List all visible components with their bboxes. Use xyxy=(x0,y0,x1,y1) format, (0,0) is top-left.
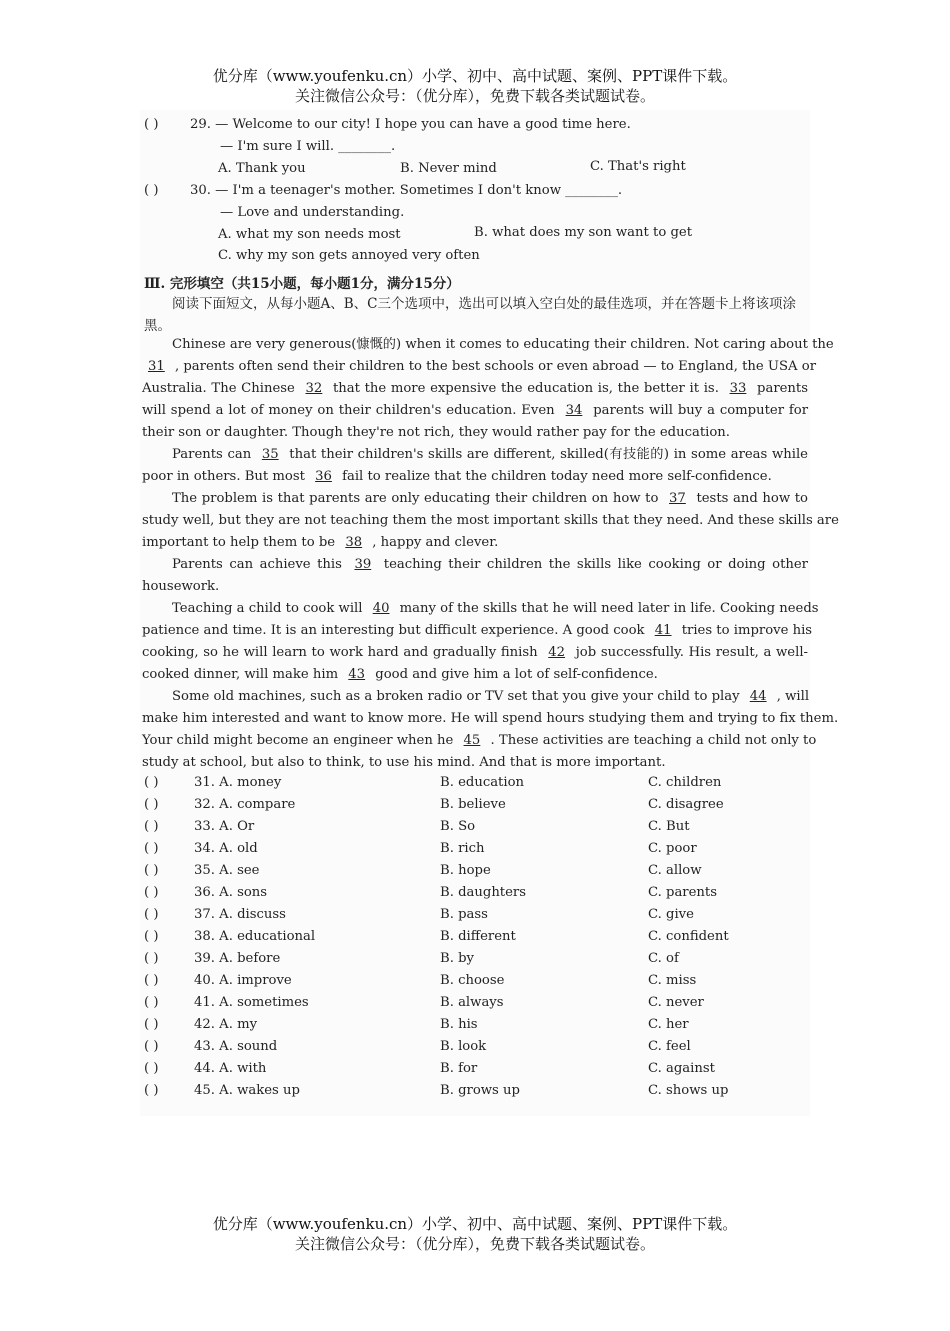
q29-option-b: B. Never mind xyxy=(400,161,497,176)
header-line-2: 关注微信公众号：（优分库），免费下载各类试题试卷。 xyxy=(294,87,655,105)
passage-line: cooking, so he will learn to work hard and gradually finish 42 job successfully. His result, a well- xyxy=(142,642,808,664)
q30-option-b: B. what does my son want to get xyxy=(474,225,693,240)
option-a: 36. A. sons xyxy=(194,885,268,900)
blank-41: 41 xyxy=(654,623,672,638)
option-a: 39. A. before xyxy=(194,951,281,966)
option-a: 43. A. sound xyxy=(194,1039,278,1054)
blank-42: 42 xyxy=(548,645,566,660)
option-a: 33. A. Or xyxy=(194,819,255,834)
passage-line: Parents can achieve this 39 teaching their children the skills like cooking or doing other xyxy=(142,554,808,576)
answer-paren: ( ) xyxy=(144,775,159,790)
option-b: B. look xyxy=(440,1039,487,1054)
answer-paren: ( ) xyxy=(144,1017,159,1032)
answer-paren: ( ) xyxy=(144,819,159,834)
option-b: B. choose xyxy=(440,973,505,988)
passage-line: will spend a lot of money on their children's education. Even 34 parents will buy a computer for xyxy=(142,400,808,422)
option-a: 32. A. compare xyxy=(194,797,296,812)
option-a: 40. A. improve xyxy=(194,973,292,988)
option-a: 34. A. old xyxy=(194,841,258,856)
option-row xyxy=(144,951,808,973)
answer-paren: ( ) xyxy=(144,995,159,1010)
answer-paren: ( ) xyxy=(144,973,159,988)
option-row xyxy=(144,819,808,841)
passage-line: Australia. The Chinese 32 that the more expensive the education is, the better it is. 33 parents xyxy=(142,378,808,400)
option-row xyxy=(144,1061,808,1083)
q29-paren: ( ) xyxy=(144,117,159,132)
option-c: C. allow xyxy=(648,863,702,878)
option-b: B. education xyxy=(440,775,525,790)
option-b: B. for xyxy=(440,1061,478,1076)
option-a: 38. A. educational xyxy=(194,929,316,944)
option-c: C. shows up xyxy=(648,1083,729,1098)
answer-paren: ( ) xyxy=(144,1061,159,1076)
option-c: C. disagree xyxy=(648,797,724,812)
section-title: Ⅲ. 完形填空（共15小题，每小题1分，满分15分） xyxy=(144,276,460,292)
option-b: B. hope xyxy=(440,863,491,878)
answer-paren: ( ) xyxy=(144,907,159,922)
option-row xyxy=(144,775,808,797)
blank-31: 31 xyxy=(148,359,165,374)
option-b: B. So xyxy=(440,819,476,834)
page-header xyxy=(0,66,950,106)
option-b: B. rich xyxy=(440,841,485,856)
answer-paren: ( ) xyxy=(144,885,159,900)
passage-line: Teaching a child to cook will 40 many of the skills that he will need later in life. Cooking needs xyxy=(142,598,808,620)
blank-37: 37 xyxy=(669,491,686,506)
passage-line: study well, but they are not teaching them the most important skills that they need. And these skills are xyxy=(142,513,839,528)
option-c: C. against xyxy=(648,1061,715,1076)
blank-35: 35 xyxy=(261,447,279,462)
passage-line: make him interested and want to know more. He will spend hours studying them and trying to fix them. xyxy=(142,711,839,726)
passage-line: The problem is that parents are only educating their children on how to 37 tests and how to xyxy=(142,488,808,510)
q29-option-c: C. That's right xyxy=(590,159,686,174)
passage-line: study at school, but also to think, to use his mind. And that is more important. xyxy=(142,755,666,770)
option-row xyxy=(144,885,808,907)
q30-paren: ( ) xyxy=(144,183,159,198)
answer-paren: ( ) xyxy=(144,929,159,944)
blank-32: 32 xyxy=(305,381,323,396)
q30-option-c: C. why my son gets annoyed very often xyxy=(218,248,480,263)
blank-36: 36 xyxy=(315,469,332,484)
answer-paren: ( ) xyxy=(144,1039,159,1054)
option-c: C. her xyxy=(648,1017,689,1032)
option-b: B. by xyxy=(440,951,474,966)
option-a: 37. A. discuss xyxy=(194,907,286,922)
answer-paren: ( ) xyxy=(144,1083,159,1098)
option-c: C. children xyxy=(648,775,722,790)
option-row xyxy=(144,841,808,863)
option-c: C. feel xyxy=(648,1039,691,1054)
q29-stem: 29. — Welcome to our city! I hope you can have a good time here. xyxy=(190,117,631,132)
passage-line: important to help them to be 38 , happy and clever. xyxy=(142,532,808,554)
passage-line: their son or daughter. Though they're not rich, they would rather pay for the education. xyxy=(142,425,730,440)
q30-option-a: A. what my son needs most xyxy=(218,227,401,242)
option-c: C. never xyxy=(648,995,704,1010)
passage-line: 31 , parents often send their children to the best schools or even abroad — to England, the USA or xyxy=(142,356,808,378)
option-b: B. different xyxy=(440,929,516,944)
answer-paren: ( ) xyxy=(144,841,159,856)
blank-33: 33 xyxy=(729,381,747,396)
answer-paren: ( ) xyxy=(144,863,159,878)
option-a: 45. A. wakes up xyxy=(194,1083,300,1098)
passage-line: Some old machines, such as a broken radio or TV set that you give your child to play 44 , will xyxy=(142,686,808,708)
q29-reply: — I'm sure I will. ________. xyxy=(220,139,396,154)
option-row xyxy=(144,907,808,929)
option-row xyxy=(144,797,808,819)
footer-line-2: 关注微信公众号：（优分库），免费下载各类试题试卷。 xyxy=(294,1235,655,1253)
option-row xyxy=(144,995,808,1017)
cloze-passage xyxy=(142,334,839,774)
section-instruction: 阅读下面短文，从每小题A、B、C三个选项中，选出可以填入空白处的最佳选项，并在答题卡上将该项涂黑。 xyxy=(144,296,796,334)
option-row xyxy=(144,929,808,951)
passage-line: Your child might become an engineer when he 45 . These activities are teaching a child not only to xyxy=(142,730,808,752)
option-a: 44. A. with xyxy=(194,1061,267,1076)
blank-43: 43 xyxy=(348,667,366,682)
option-row xyxy=(144,1083,808,1105)
passage-line: patience and time. It is an interesting but difficult experience. A good cook 41 tries to improve his xyxy=(142,620,808,642)
blank-40: 40 xyxy=(372,601,390,616)
q29-option-a: A. Thank you xyxy=(218,161,306,176)
answer-paren: ( ) xyxy=(144,951,159,966)
option-b: B. always xyxy=(440,995,504,1010)
footer-line-1: 优分库（www.youfenku.cn）小学、初中、高中试题、案例、PPT课件下载。 xyxy=(212,1215,738,1233)
blank-45: 45 xyxy=(463,733,481,748)
option-b: B. daughters xyxy=(440,885,526,900)
option-c: C. parents xyxy=(648,885,717,900)
page-footer xyxy=(0,1214,950,1254)
option-a: 42. A. my xyxy=(194,1017,258,1032)
option-c: C. But xyxy=(648,819,690,834)
option-row xyxy=(144,1039,808,1061)
option-a: 31. A. money xyxy=(194,775,282,790)
option-c: C. give xyxy=(648,907,694,922)
blank-34: 34 xyxy=(565,403,583,418)
blank-39: 39 xyxy=(354,557,372,572)
option-a: 41. A. sometimes xyxy=(194,995,309,1010)
q30-stem: 30. — I'm a teenager's mother. Sometimes I don't know ________. xyxy=(190,183,623,198)
option-c: C. confident xyxy=(648,929,729,944)
blank-38: 38 xyxy=(345,535,363,550)
option-row xyxy=(144,863,808,885)
option-c: C. poor xyxy=(648,841,697,856)
answer-paren: ( ) xyxy=(144,797,159,812)
option-c: C. of xyxy=(648,951,679,966)
option-b: B. believe xyxy=(440,797,506,812)
passage-line: cooked dinner, will make him 43 good and give him a lot of self-confidence. xyxy=(142,664,808,686)
option-b: B. grows up xyxy=(440,1083,520,1098)
option-b: B. his xyxy=(440,1017,478,1032)
option-b: B. pass xyxy=(440,907,488,922)
blank-44: 44 xyxy=(749,689,767,704)
passage-line: housework. xyxy=(142,579,220,594)
passage-line: Parents can 35 that their children's skills are different, skilled(有技能的) in some areas while xyxy=(142,444,808,466)
option-c: C. miss xyxy=(648,973,697,988)
header-line-1: 优分库（www.youfenku.cn）小学、初中、高中试题、案例、PPT课件下载。 xyxy=(212,67,738,85)
option-a: 35. A. see xyxy=(194,863,260,878)
passage-line: Chinese are very generous(慷慨的) when it comes to educating their children. Not caring about the xyxy=(172,337,834,352)
q30-reply: — Love and understanding. xyxy=(220,205,405,220)
passage-line: poor in others. But most 36 fail to realize that the children today need more self-confidence. xyxy=(142,466,808,488)
option-row xyxy=(144,1017,808,1039)
option-row xyxy=(144,973,808,995)
